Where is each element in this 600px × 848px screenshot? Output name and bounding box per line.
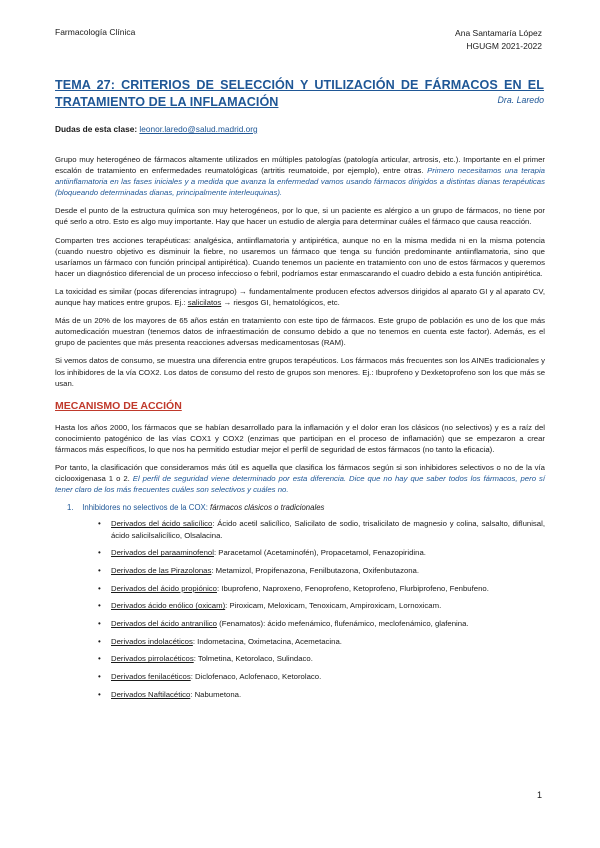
drug-class-members: : Diclofenaco, Aclofenaco, Ketorolaco. [190,672,322,682]
page-title [55,77,544,111]
section-heading-mechanism: MECANISMO DE ACCIÓN [55,399,182,412]
list-item [111,636,545,647]
drug-class-list [55,518,545,699]
drug-class-label: Derivados pirrolacéticos [111,654,194,664]
header-author-block [455,27,542,52]
numbered-item-1 [67,502,545,513]
drug-class-label: Derivados ácido enólico (oxicam) [111,601,226,611]
drug-class-members: : Paracetamol (Acetaminofén), Propacetamol, Fenazopiridina. [213,548,426,558]
header-author-name: Ana Santamaría López [455,28,542,38]
classification-note: El perfil de seguridad viene determinado por esta diferencia. Dice que no hay que saber todos los fármacos, pero sí tener claro de los más frecuentes cuáles son selectivos y cuáles no. [55,474,545,495]
drug-class-label: Derivados del ácido salicílico [111,519,213,529]
title-line-2: TRATAMIENTO DE LA INFLAMACIÓN [55,95,279,109]
document-body [55,154,545,706]
list-item [111,671,545,682]
drug-class-label: Derivados del ácido propiónico [111,583,217,593]
doubts-line [55,124,258,134]
classification-text: Por tanto, la clasificación que consideramos más útil es aquella que clasifica los fármacos según si son inhibidores selectivos o no de la vía ciclooxigenasa 1 o 2. [55,463,545,484]
paragraph-elderly: Más de un 20% de los mayores de 65 años están en tratamiento con este tipo de fármacos. Este grupo de población es uno de los que más automedicación muestran (tenemos datos de infraestimación de consumo debido a que no tenemos en cuenta este factor). Además, es el grupo de pacientes que más presenta reacciones adversas medicamentosas (RAM). [55,316,545,348]
drug-class-members: : Nabumetona. [190,689,242,699]
drug-class-label: Derivados fenilacéticos [111,672,191,682]
paragraph-mechanism-history: Hasta los años 2000, los fármacos que se habían desarrollado para la inflamación y el dolor eran los clásicos (no selectivos) y es a raíz del conocimiento patogénico de las vías COX1 y COX2 (enzimas que participan en el proceso de inflamación) que se empezaron a crear fármacos más específicos, lo que nos ha permitido estudiar mejor el perfil de seguridad de estos fármacos (no tanto la eficacia). [55,422,545,454]
drug-class-members: : Ibuprofeno, Naproxeno, Fenoprofeno, Ketoprofeno, Flurbiprofeno, Fenbufeno. [216,583,489,593]
list-item [111,618,545,629]
paragraph-classification [55,462,545,495]
paragraph-intro [55,154,545,198]
title-line-1: TEMA 27: CRITERIOS DE SELECCIÓN Y UTILIZACIÓN DE FÁRMACOS EN EL [55,78,544,92]
paragraph-consumption: Si vemos datos de consumo, se muestra una diferencia entre grupos terapéuticos. Los fármacos más frecuentes son los AINEs tradicionales y los inhibidores de la vía COX2. Los datos de consumo del resto de grupos son menores. Ej.: Ibuprofeno y Dexketoprofeno son los que más se usan. [55,356,545,388]
list-item [111,600,545,611]
drug-class-members: : Tolmetina, Ketorolaco, Sulindaco. [193,654,313,664]
paragraph-structure: Desde el punto de la estructura química son muy heterogéneos, por lo que, si un paciente es alérgico a un grupo de fármacos, no tiene por qué serlo a otro. Esto es algo muy importante. Hay que hacer un estudio de alergia para determinar cuáles el fármaco que causa reacción. [55,206,545,227]
list-item [111,518,545,540]
salicilatos-term: salicilatos [187,298,222,308]
toxicity-text: La toxicidad es similar (pocas diferencias intragrupo) → fundamentalmente producen efectos adversos dirigidos al aparato GI y al aparato CV, aunque hay matices entre grupos. Ej.: [55,286,545,308]
drug-class-members: : Ácido acetil salicílico, Salicilato de sodio, trisalicilato de magnesio y colina, salsalto, diflunisal, ácido salicilsalicílico, Olsalacina. [111,519,545,540]
drug-class-members: : Piroxicam, Meloxicam, Tenoxicam, Ampiroxicam, Lornoxicam. [225,601,442,611]
drug-class-members: (Fenamatos): ácido mefenámico, flufenámico, meclofenámico, glafenina. [216,618,469,628]
header-subject: Farmacología Clínica [55,27,136,37]
doubts-label: Dudas de esta clase: [55,124,138,134]
list-item [111,565,545,576]
intro-text: Grupo muy heterogéneo de fármacos altamente utilizados en múltiples patologías (patología articular, artrosis, etc.). Importante en el primer escalón de tratamiento en enfermedades reumatológicas (artritis reumatoide, por ejemplo), entre otras. [55,155,545,176]
drug-class-label: Derivados de las Pirazolonas [111,565,212,575]
drug-class-members: : Indometacina, Oximetacina, Acemetacina. [192,636,342,646]
drug-class-label: Derivados indolacéticos [111,636,193,646]
drug-class-label: Derivados Naftilacético [111,689,191,699]
lecturer-name: Dra. Laredo [497,95,544,105]
item-number: 1. [67,503,74,513]
email-link[interactable]: leonor.laredo@salud.madrid.org [139,124,258,134]
item-description: fármacos clásicos o tradicionales [210,503,325,513]
paragraph-actions: Comparten tres acciones terapéuticas: analgésica, antiinflamatoria y antipirética, aunque no en la misma medida ni en la misma potencia (cuando nuestro objetivo es disminuir la fiebre, no usaremos un fármaco que tenga su función predominante antiinflamatoria, sino que usaríamos un fármaco con función principal antipirética). Cuando tenemos un paciente en tratamiento con uno de estos fármacos y queremos hacer un diagnóstico diferencial de un proceso infeccioso o febril, podríamos estar enmascarando el cuadro debido a esta función antipirética. [55,235,545,278]
list-item [111,653,545,664]
toxicity-text-end: → riesgos GI, hematológicos, etc. [223,298,340,308]
list-item [111,689,545,700]
drug-class-label: Derivados del ácido antranílico [111,618,217,628]
drug-class-members: : Metamizol, Propifenazona, Fenilbutazona, Oxifenbutazona. [211,565,420,575]
list-item [111,547,545,558]
item-title: Inhibidores no selectivos de la COX: [82,503,208,513]
drug-class-label: Derivados del paraaminofenol [111,548,214,558]
list-item [111,583,545,594]
page-number: 1 [536,790,542,800]
paragraph-toxicity [55,286,545,308]
intro-note: Primero necesitamos una terapia antiinflamatoria en las fases iniciales y a medida que avanza la enfermedad vamos usando fármacos dirigidos a distintas dianas terapéuticas (bloqueando determinadas dianas, principalmente interleuquinas). [55,166,545,198]
header-course: HGUGM 2021-2022 [466,40,542,51]
